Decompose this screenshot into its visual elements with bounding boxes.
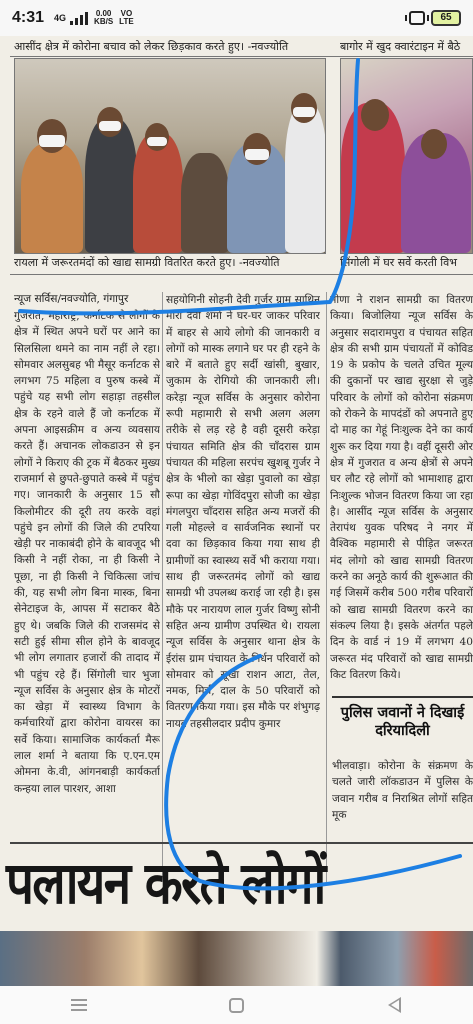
box-headline: पुलिस जवानों ने दिखाई दरियादिली — [340, 705, 465, 739]
clock: 4:31 — [12, 9, 45, 26]
bottom-photos-strip — [0, 931, 473, 986]
status-bar — [0, 0, 473, 36]
column-divider — [326, 292, 327, 882]
data-speed-unit: KB/S — [94, 17, 114, 26]
divider — [10, 56, 473, 57]
status-right — [409, 10, 461, 26]
back-icon — [388, 997, 401, 1013]
column-divider — [162, 292, 163, 882]
signal-icon — [70, 12, 88, 25]
divider — [10, 842, 473, 844]
column-text: गुजरात, महाराष्ट्र, कर्नाटक से लोगों के क्षेत्र में स्थित अपने घरों पर आने का सिलसिला थमने का नाम नहीं ले रहा। सोमवार अलसुबह भी मैसूर कर्नाटक से लगभग 75 महिला व पुरुष कस्बे में पहुंचे यह सभी लोग सहाड़ा तहसील क्षेत्र के रहने वाले हैं जो कर्नाटक में अपना आइसक्रीम व अन्य व्यवसाय करते हैं। अचानक लोकडाउन से इन लोगों ने किराए की ट्रक में बैठकर मुख्य राजमार्ग से छुपते-छुपाते कस्बे में पहुंच गए। जानकारी के अनुसार 15 सौ किलोमीटर की दूरी तय करके वहां पहुंचे इन लोगों की जिले की टपरिया खेड़ी पर नाकाबंदी होने के बावजूद भी किसी ने नहीं रोका, ना ही किसी ने पूछा, ना ही किसी ने चिकित्सा जांच की, यह सभी लोग बिना मास्क, बिना सेनेटाइज के, आपस में सटाकर बैठे हुए थे। जबकि जिले की राजसमंद से सटी हुई सीमा सील होने के बावजूद भी लोग लगातार हजारों की तादाद में भी पहुंच रहे हैं। सिंगोली चार भुजा न्यूज सर्विस के अनुसार क्षेत्र के मोटरों का खेड़ा में स्वास्थ्य विभाग के कर्मचारियों द्वारा कोरोना वायरस का सर्वे किया। सामाजिक कार्यकर्ता मैरू लाल शर्मा ने बताया कि ए.एन.एम ओमना के.वी, आंगनबाड़ी कार्यकर्ता कन्हया लाल पारशर, आशा — [14, 310, 160, 795]
top-caption-left: आसींद क्षेत्र में कोरोना बचाव को लेकर छिड़काव करते हुए। -नवज्योति — [14, 40, 289, 53]
face-mask — [99, 121, 121, 131]
vibrate-icon — [409, 11, 425, 25]
home-button[interactable] — [206, 986, 266, 1024]
photo-caption-right: सिंगोली में घर सर्वे करती विभ — [340, 256, 458, 269]
home-icon — [229, 998, 244, 1013]
navigation-bar — [0, 986, 473, 1024]
figure — [285, 103, 326, 253]
back-button[interactable] — [364, 986, 424, 1024]
figure — [181, 153, 229, 253]
column-text: मीणा ने राशन सामग्री का वितरण किया। बिजोलिया न्यूज सर्विस के अनुसार सदारामपुरा व पंचायत सहित क्षेत्र की सभी ग्राम पंचायतों में कोविड 19 के प्रकोप के चलते उचित मूल्य की दुकानों पर खाद्य सुरक्षा से जुड़े परिवार के लोगों को कोरोना संक्रमण को रोकने के मापदंडों को अपनाते हुए दो माह का गेहूं निःशुल्क देने का कार्य शुरू कर दिया गया है। वहीं दूसरी ओर क्षेत्र में गुजरात व अन्य क्षेत्रों से अपने घर लौट रहे लोगों को भामाशाह द्वारा निःशुल्क भोजन वितरण किया जा रहा है। आसींद न्यूज सर्विस के अनुसार तेरापंथ युवक परिषद ने नगर में वैश्विक महामारी से पीड़ित जरूरत मंद लोगो को खाद्य सामग्री वितरण करने का अनूठे कार्य की शुरूआत की गई जिसमें करीब 500 गरीब परिवारों को खाद्य सामग्री वितरण करने का संकल्प लिया है। इसके अंतर्गत पहले दिन के वार्ड नं 19 में लगभग 40 जरूरत मंद परिवारों को खाद्य सामग्री किट वितरण किये। — [330, 294, 473, 681]
figure — [85, 118, 137, 253]
box-article-text: भीलवाड़ा। कोरोना के संक्रमण के चलते जारी लॉकडाउन में पुलिस के जवान गरीब व निराश्रित लोगों सहित मूक — [332, 760, 473, 821]
main-headline: पलायन करते लोगों — [6, 849, 325, 917]
face-mask — [39, 135, 65, 147]
article-column-3 — [330, 292, 473, 682]
volte-indicator — [119, 10, 134, 26]
article-column-1 — [14, 308, 160, 868]
network-type: 4G — [54, 12, 67, 23]
article-column-2 — [166, 292, 320, 832]
data-speed-value: 0.00 — [95, 9, 112, 18]
column-text: सहयोगिनी सोहनी देवी गुर्जर ग्राम साथिन मीरां देवी शर्मा ने घर-घर जाकर परिवार में बाहर से आये लोगो की जानकारी व लोगों को मास्क लगाने घर पर ही रहने के बारे में बताते हुए सर्दी खांसी, बुखार, जुकाम के रोगियो की जानकारी ली। करेड़ा न्यूज सर्विस के अनुसार कोरोना रूपी महामारी से सभी अलग अलग तरीके से लड़ रहे है वही दूसरी करेड़ा पंचायत समिति क्षेत्र की चाँदरास ग्राम पंचायत की महिला सरपंच खुशबू गुर्जर ने क्षेत्र के भीलो का खेड़ा पुवालो का खेड़ा रूपा का खेड़ा गोविंदपुरा सोजी का खेड़ा मंगलपुरा चाँदरास सहित अन्य मजरों की गली मोहल्ले व सार्वजनिक स्थानों पर दवा का छिड़काव किया गया साथ ही ग्रामीणों का स्वास्थ्य सर्वे भी कराया गया। साथ ही जरूरतमंद लोगों को खाद्य सामग्री भी उपलब्ध कराई जा रही है। इस मौके पर नारायण लाल गुर्जर विष्णु सोनी सहित अन्य ग्रामीण उपस्थित थे। रायला न्यूज सर्विस के अनुसार थाना क्षेत्र के ईरांस ग्राम पंचायत के निर्धन परिवारों को सोमवार को सूखा राशन आटा, तेल, नमक, मिर्च, दाल के 50 परिवारों को वितरण किया गया। इस मौके पर शंभुगढ़ नायब तहसीलदार प्रदीप कुमार — [166, 294, 320, 730]
box-rule — [332, 696, 473, 698]
top-caption-right: बागोर में खुद क्वारंटाइन में बैठे — [340, 40, 461, 53]
col1-dateline: न्यूज सर्विस/नवज्योति, गंगापुर — [14, 293, 129, 305]
figure — [133, 133, 183, 253]
figure-head — [421, 129, 447, 159]
face-mask — [245, 149, 269, 160]
face-mask — [293, 107, 315, 117]
photo-caption-left: रायला में जरूरतमंदों को खाद्य सामग्री वितरित करते हुए। -नवज्योति — [14, 256, 280, 269]
volte-top: VO — [120, 9, 133, 18]
relief-distribution-photo — [14, 58, 326, 254]
battery-indicator: 65 — [431, 10, 461, 26]
newspaper-photo — [0, 36, 473, 986]
figure-head — [361, 99, 389, 131]
volte-bottom: LTE — [119, 17, 134, 26]
recents-button[interactable] — [49, 986, 109, 1024]
menu-icon — [71, 999, 87, 1011]
figure — [21, 143, 83, 253]
data-speed — [94, 10, 113, 26]
face-mask — [147, 137, 167, 146]
house-survey-photo — [340, 58, 473, 254]
divider — [10, 274, 473, 275]
